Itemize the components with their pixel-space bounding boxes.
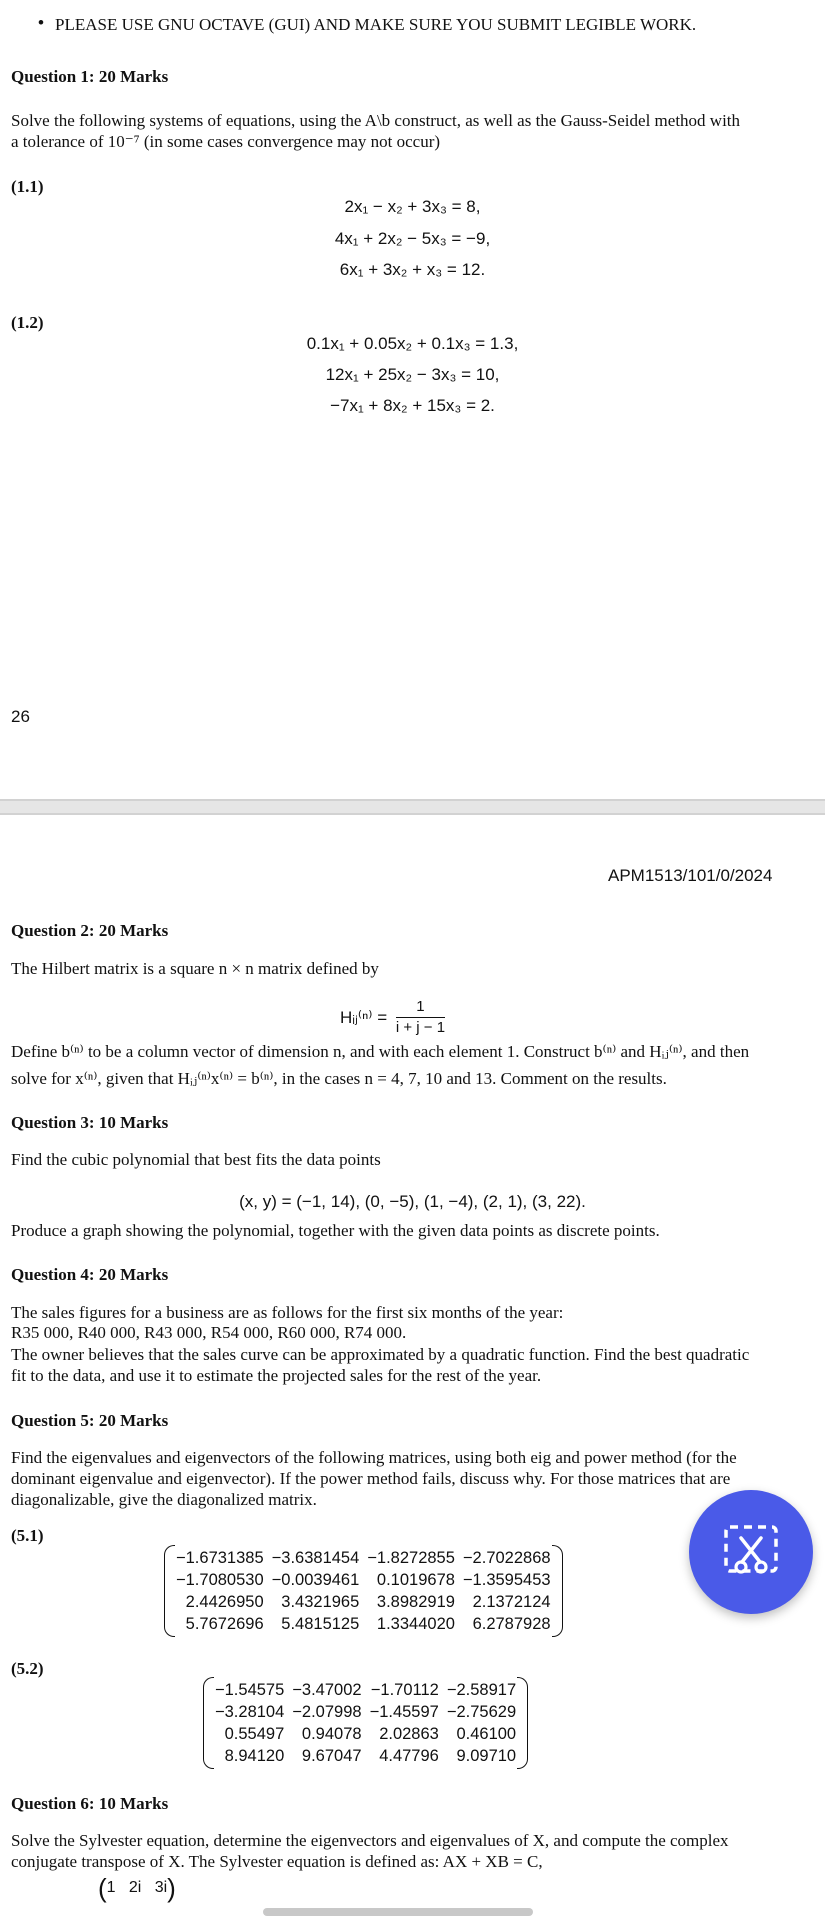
q4-line1: The sales figures for a business are as follows for the first six months of the year:: [11, 1303, 564, 1322]
matrix-cell: 1.3344020: [376, 1615, 455, 1633]
q3-title: Question 3: 10 Marks: [11, 1113, 169, 1132]
matrix-cell: −1.45597: [369, 1703, 439, 1721]
q4-line3: The owner believes that the sales curve can be approximated by a quadratic function. Find the best quadratic: [11, 1345, 750, 1364]
matrix-cell: −3.28104: [215, 1703, 285, 1721]
matrix-cell: 5.7672696: [185, 1615, 264, 1633]
matrix-cell: 4.47796: [379, 1747, 439, 1765]
instruction-bullet: •: [38, 13, 44, 32]
matrix-cell: 0.55497: [224, 1725, 285, 1743]
matrix-row: [172, 1547, 555, 1569]
q5-line1: Find the eigenvalues and eigenvectors of the following matrices, using both eig and power method (for the: [11, 1448, 737, 1467]
matrix-cell: −2.58917: [446, 1681, 517, 1699]
matrix-cell: −0.0039461: [271, 1571, 360, 1589]
matrix-row: [211, 1679, 520, 1701]
q1-text-line1: Solve the following systems of equations, using the A\b construct, as well as the Gauss-Seidel method with: [11, 111, 741, 130]
q6-title: Question 6: 10 Marks: [11, 1794, 169, 1813]
q1-title: Question 1: 20 Marks: [11, 67, 169, 86]
matrix-cell: −1.70112: [370, 1681, 439, 1699]
matrix-cell: −2.75629: [446, 1703, 517, 1721]
matrix-cell: −1.7080530: [176, 1571, 264, 1589]
matrix-row: [172, 1591, 555, 1613]
q4-title: Question 4: 20 Marks: [11, 1265, 169, 1284]
matrix-cell: 8.94120: [224, 1747, 285, 1765]
page-divider: [0, 799, 825, 815]
matrix-5-1: [172, 1547, 555, 1635]
course-code-header: APM1513/101/0/2024: [608, 866, 773, 885]
q6-matrix-partial: (1 2i 3i): [98, 1873, 176, 1903]
q1-2-eq-3: −7x₁ + 8x₂ + 15x₃ = 2.: [330, 396, 495, 415]
q5-2-label: (5.2): [11, 1659, 44, 1678]
matrix-row: [172, 1613, 555, 1635]
matrix-row: [211, 1723, 520, 1745]
matrix-cell: 0.46100: [456, 1725, 517, 1743]
matrix-cell: 6.2787928: [472, 1615, 551, 1633]
q1-2-eq-1: 0.1x₁ + 0.05x₂ + 0.1x₃ = 1.3,: [306, 334, 519, 353]
q2-line3: solve for x⁽ⁿ⁾, given that Hᵢⱼ⁽ⁿ⁾x⁽ⁿ⁾ = b⁽ⁿ⁾, in the cases n = 4, 7, 10 and 13. Comment on the results.: [11, 1069, 667, 1088]
page-number: 26: [11, 707, 30, 726]
instruction-text: PLEASE USE GNU OCTAVE (GUI) AND MAKE SURE YOU SUBMIT LEGIBLE WORK.: [55, 15, 697, 34]
q5-line3: diagonalizable, give the diagonalized matrix.: [11, 1490, 317, 1509]
matrix-cell: −3.6381454: [271, 1549, 360, 1567]
q5-title: Question 5: 20 Marks: [11, 1411, 169, 1430]
matrix-row: [211, 1701, 520, 1723]
q6-line1: Solve the Sylvester equation, determine the eigenvectors and eigenvalues of X, and compute the complex: [11, 1831, 729, 1850]
q1-text-line2: a tolerance of 10⁻⁷ (in some cases convergence may not occur): [11, 132, 441, 151]
hilbert-formula: [340, 998, 445, 1038]
q3-line2: Produce a graph showing the polynomial, together with the given data points as discrete points.: [11, 1221, 660, 1240]
horizontal-scrollbar[interactable]: [263, 1908, 533, 1916]
matrix-5-2: [211, 1679, 520, 1767]
q5-line2: dominant eigenvalue and eigenvector). If the power method fails, discuss why. For those matrices that are: [11, 1469, 731, 1488]
matrix-cell: 2.02863: [379, 1725, 439, 1743]
matrix-cell: 2.1372124: [472, 1593, 551, 1611]
q4-line2: R35 000, R40 000, R43 000, R54 000, R60 000, R74 000.: [11, 1323, 407, 1342]
q1-1-eq-3: 6x₁ + 3x₂ + x₃ = 12.: [339, 260, 486, 279]
q6-matrix-row: 1 2i 3i: [106, 1879, 168, 1896]
matrix-cell: −1.54575: [215, 1681, 285, 1699]
hilbert-formula-numerator: 1: [416, 998, 425, 1015]
q5-1-label: (5.1): [11, 1526, 44, 1545]
q4-line4: fit to the data, and use it to estimate the projected sales for the rest of the year.: [11, 1366, 542, 1385]
matrix-cell: 5.4815125: [281, 1615, 360, 1633]
matrix-cell: 2.4426950: [185, 1593, 264, 1611]
matrix-cell: −1.3595453: [462, 1571, 551, 1589]
q2-line1: The Hilbert matrix is a square n × n matrix defined by: [11, 959, 379, 978]
q3-points: (x, y) = (−1, 14), (0, −5), (1, −4), (2, 1), (3, 22).: [239, 1192, 586, 1211]
screenshot-fab-button[interactable]: [689, 1490, 813, 1614]
matrix-cell: −2.7022868: [462, 1549, 551, 1567]
screenshot-scissors-icon: [689, 1490, 813, 1614]
q1-2-label: (1.2): [11, 313, 44, 332]
q1-1-eq-1: 2x₁ − x₂ + 3x₃ = 8,: [344, 197, 481, 216]
q1-1-label: (1.1): [11, 177, 44, 196]
q1-2-eq-2: 12x₁ + 25x₂ − 3x₃ = 10,: [325, 365, 500, 384]
q6-line2: conjugate transpose of X. The Sylvester equation is defined as: AX + XB = C,: [11, 1852, 543, 1871]
matrix-cell: −2.07998: [292, 1703, 362, 1721]
matrix-cell: 9.09710: [456, 1747, 517, 1765]
matrix-cell: 3.8982919: [376, 1593, 455, 1611]
matrix-cell: −1.8272855: [367, 1549, 455, 1567]
matrix-cell: −1.6731385: [176, 1549, 264, 1567]
q2-line2: Define b⁽ⁿ⁾ to be a column vector of dimension n, and with each element 1. Construct b⁽ⁿ⁾ and Hᵢⱼ⁽ⁿ⁾, and then: [11, 1042, 750, 1061]
matrix-row: [211, 1745, 520, 1767]
matrix-row: [172, 1569, 555, 1591]
matrix-cell: 9.67047: [301, 1747, 362, 1765]
hilbert-formula-lhs: Hᵢⱼ⁽ⁿ⁾ =: [340, 1008, 388, 1028]
matrix-cell: 0.94078: [301, 1725, 362, 1743]
matrix-cell: 3.4321965: [281, 1593, 360, 1611]
hilbert-formula-denominator: i + j − 1: [395, 1018, 446, 1036]
matrix-cell: −3.47002: [292, 1681, 362, 1699]
q3-line1: Find the cubic polynomial that best fits the data points: [11, 1150, 381, 1169]
matrix-cell: 0.1019678: [376, 1571, 455, 1589]
q2-title: Question 2: 20 Marks: [11, 921, 169, 940]
q1-1-eq-2: 4x₁ + 2x₂ − 5x₃ = −9,: [334, 229, 491, 248]
